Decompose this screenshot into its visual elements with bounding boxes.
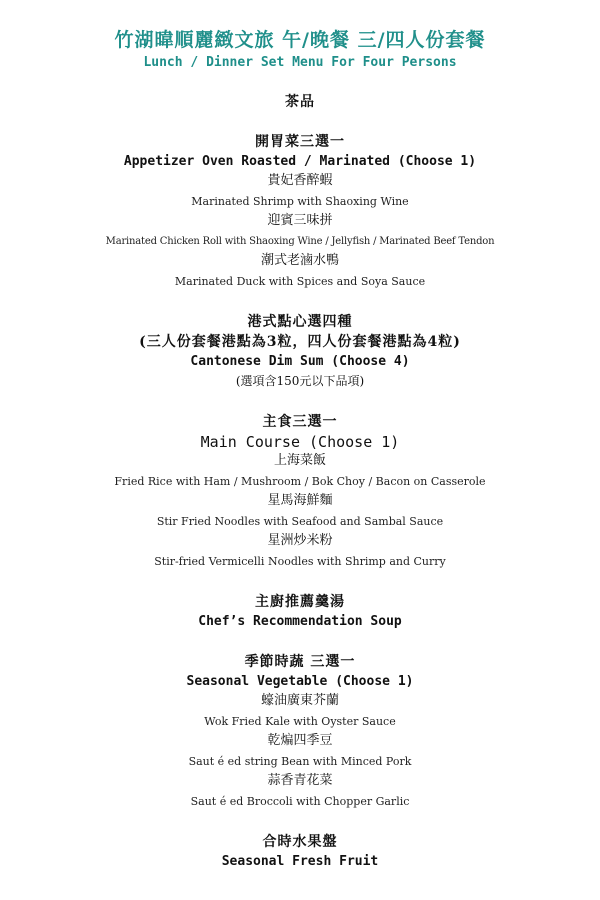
main-course-title-english: Main Course (Choose 1) [200,433,400,451]
appetizer-item-1-chinese: 貴妃香醉蝦 [267,173,333,188]
vegetable-item-2-chinese: 乾煸四季豆 [267,733,333,748]
main-item-2-english: Stir Fried Noodles with Seafood and Sambal Sauce [156,515,444,528]
vegetable-item-1-chinese: 蠔油廣東芥蘭 [260,693,339,708]
appetizer-title-english: Appetizer Oven Roasted / Marinated (Choose 1) [123,154,477,169]
menu-title-english: Lunch / Dinner Set Menu For Four Persons [143,55,457,70]
main-item-2-chinese: 星馬海鮮麵 [267,493,333,508]
main-item-3-english: Stir-fried Vermicelli Noodles with Shrimp and Curry [154,555,446,568]
vegetable-title-chinese: 季節時蔬 三選一 [244,654,356,670]
menu-title-chinese: 竹湖暐順麗緻文旅 午/晚餐 三/四人份套餐 [114,29,486,51]
appetizer-item-2-english: Marinated Chicken Roll with Shaoxing Wine / Jellyfish / Marinated Beef Tendon [105,236,495,247]
appetizer-title-chinese: 開胃菜三選一 [255,134,345,150]
dimsum-subtitle-chinese: (三人份套餐港點為3粒，四人份套餐港點為4粒) [139,334,461,350]
appetizer-item-3-chinese: 潮式老滷水鴨 [260,253,339,268]
soup-title-english: Chef’s Recommendation Soup [198,614,402,629]
fruit-title-chinese: 合時水果盤 [262,834,338,850]
vegetable-item-3-english: Saut é ed Broccoli with Chopper Garlic [190,795,410,808]
main-item-1-chinese: 上海菜飯 [273,453,326,468]
dimsum-title-chinese: 港式點心選四種 [247,314,353,330]
soup-title-chinese: 主廚推薦羹湯 [255,594,345,610]
main-item-1-english: Fried Rice with Ham / Mushroom / Bok Choy / Bacon on Casserole [114,475,486,488]
appetizer-item-3-english: Marinated Duck with Spices and Soya Sauce [174,275,426,288]
vegetable-item-3-chinese: 蒜香青花菜 [267,773,333,788]
main-course-title-chinese: 主食三選一 [262,414,338,430]
dimsum-note: (選項含150元以下品項) [235,374,365,388]
fruit-title-english: Seasonal Fresh Fruit [221,854,379,869]
main-item-3-chinese: 星洲炒米粉 [267,533,333,548]
dimsum-title-english: Cantonese Dim Sum (Choose 4) [190,354,410,369]
vegetable-title-english: Seasonal Vegetable (Choose 1) [186,674,414,689]
vegetable-item-2-english: Saut é ed string Bean with Minced Pork [188,755,412,768]
appetizer-item-1-english: Marinated Shrimp with Shaoxing Wine [191,195,409,208]
tea-section-title: 茶品 [285,94,315,110]
appetizer-item-2-chinese: 迎賓三味拼 [267,213,333,228]
vegetable-item-1-english: Wok Fried Kale with Oyster Sauce [204,715,396,728]
